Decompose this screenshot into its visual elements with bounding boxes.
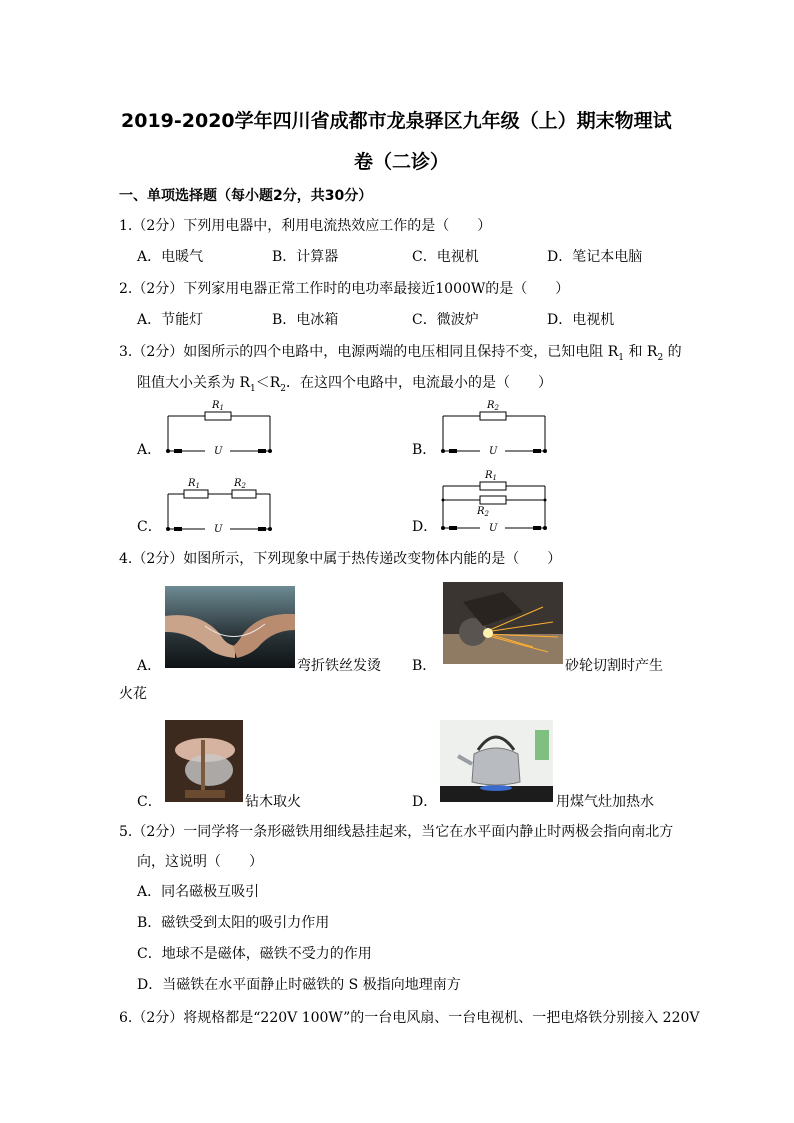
question-5-stem: 5.（2分）一同学将一条形磁铁用细线悬挂起来，当它在水平面内静止时两极会指向南北方 xyxy=(119,824,674,840)
svg-text:R2: $R_2$ xyxy=(487,400,499,412)
q1-option-c: C．电视机 xyxy=(412,249,479,265)
svg-text:R1: $R_1$ xyxy=(485,470,497,482)
q3-option-a: A． xyxy=(137,442,162,458)
q5-option-a: A．同名磁极互吸引 xyxy=(137,884,260,900)
q2-option-d: D．电视机 xyxy=(547,312,615,328)
svg-text:R1: $R_1$ xyxy=(212,400,224,412)
svg-text:R1: $R_1$ xyxy=(188,478,200,490)
question-6-stem: 6.（2分）将规格都是“220V 100W”的一台电风扇、一台电视机、一把电烙铁分别接入 220V xyxy=(119,1010,700,1026)
q4-option-d-label: D． xyxy=(412,794,438,810)
photo-grinding-sparks xyxy=(443,582,563,664)
circuit-a-diagram xyxy=(160,396,280,456)
svg-text:R2: $R_2$ xyxy=(234,478,246,490)
q4-option-c-label: C． xyxy=(137,794,162,810)
q4-option-b-label: B． xyxy=(412,658,437,674)
q3-option-b: B． xyxy=(412,442,437,458)
circuit-b-diagram xyxy=(435,396,555,456)
svg-text:U: U xyxy=(489,446,498,456)
q5-option-d: D．当磁铁在水平面静止时磁铁的 S 极指向地理南方 xyxy=(137,977,461,993)
q2-option-b: B．电冰箱 xyxy=(272,312,339,328)
q4-option-d-caption: 用煤气灶加热水 xyxy=(556,794,654,810)
q5-option-c: C．地球不是磁体，磁铁不受力的作用 xyxy=(137,946,372,962)
svg-text:U: U xyxy=(489,523,498,534)
q2-option-c: C．微波炉 xyxy=(412,312,479,328)
q1-option-d: D．笔记本电脑 xyxy=(547,249,643,265)
circuit-c-diagram xyxy=(160,474,280,534)
q1-option-b: B．计算器 xyxy=(272,249,339,265)
q4-option-c-caption: 钻木取火 xyxy=(245,794,301,810)
question-2-stem: 2.（2分）下列家用电器正常工作时的电功率最接近1000W的是（ ） xyxy=(119,281,570,297)
svg-text:R2: $R_2$ xyxy=(477,506,489,518)
circuit-d-diagram xyxy=(435,466,555,534)
photo-drilling-wood-fire xyxy=(165,720,243,802)
svg-text:U: U xyxy=(214,446,223,456)
q4-option-a-caption: 弯折铁丝发烫 xyxy=(297,658,381,674)
page-title-line2: 卷（二诊） xyxy=(354,151,450,173)
photo-bending-wire xyxy=(165,586,295,668)
svg-text:U: U xyxy=(214,524,223,534)
q4-option-b-caption: 砂轮切割时产生 xyxy=(565,658,663,674)
q3-option-c: C． xyxy=(137,519,162,535)
photo-gas-stove-kettle xyxy=(440,720,553,802)
page-title-line1: 2019-2020学年四川省成都市龙泉驿区九年级（上）期末物理试 xyxy=(121,110,672,132)
question-1-stem: 1.（2分）下列用电器中，利用电流热效应工作的是（ ） xyxy=(119,218,492,234)
question-5-stem-line2: 向，这说明（ ） xyxy=(137,854,263,870)
section-heading: 一、单项选择题（每小题2分，共30分） xyxy=(119,188,373,204)
q5-option-b: B．磁铁受到太阳的吸引力作用 xyxy=(137,915,330,931)
q1-option-a: A．电暖气 xyxy=(137,249,204,265)
question-3-stem: 3.（2分）如图所示的四个电路中，电源两端的电压相同且保持不变，已知电阻 $R_1$ 和 $R_2$ 的 xyxy=(119,344,682,363)
q2-option-a: A．节能灯 xyxy=(137,312,204,328)
q4-option-a-label: A． xyxy=(137,658,162,674)
question-3-stem-line2: 阻值大小关系为 $R_1<R_2$．在这四个电路中，电流最小的是（ ） xyxy=(137,375,553,394)
question-4-stem: 4.（2分）如图所示，下列现象中属于热传递改变物体内能的是（ ） xyxy=(119,551,562,567)
q4-option-b-caption-cont: 火花 xyxy=(119,686,147,702)
q3-option-d: D． xyxy=(412,519,438,535)
